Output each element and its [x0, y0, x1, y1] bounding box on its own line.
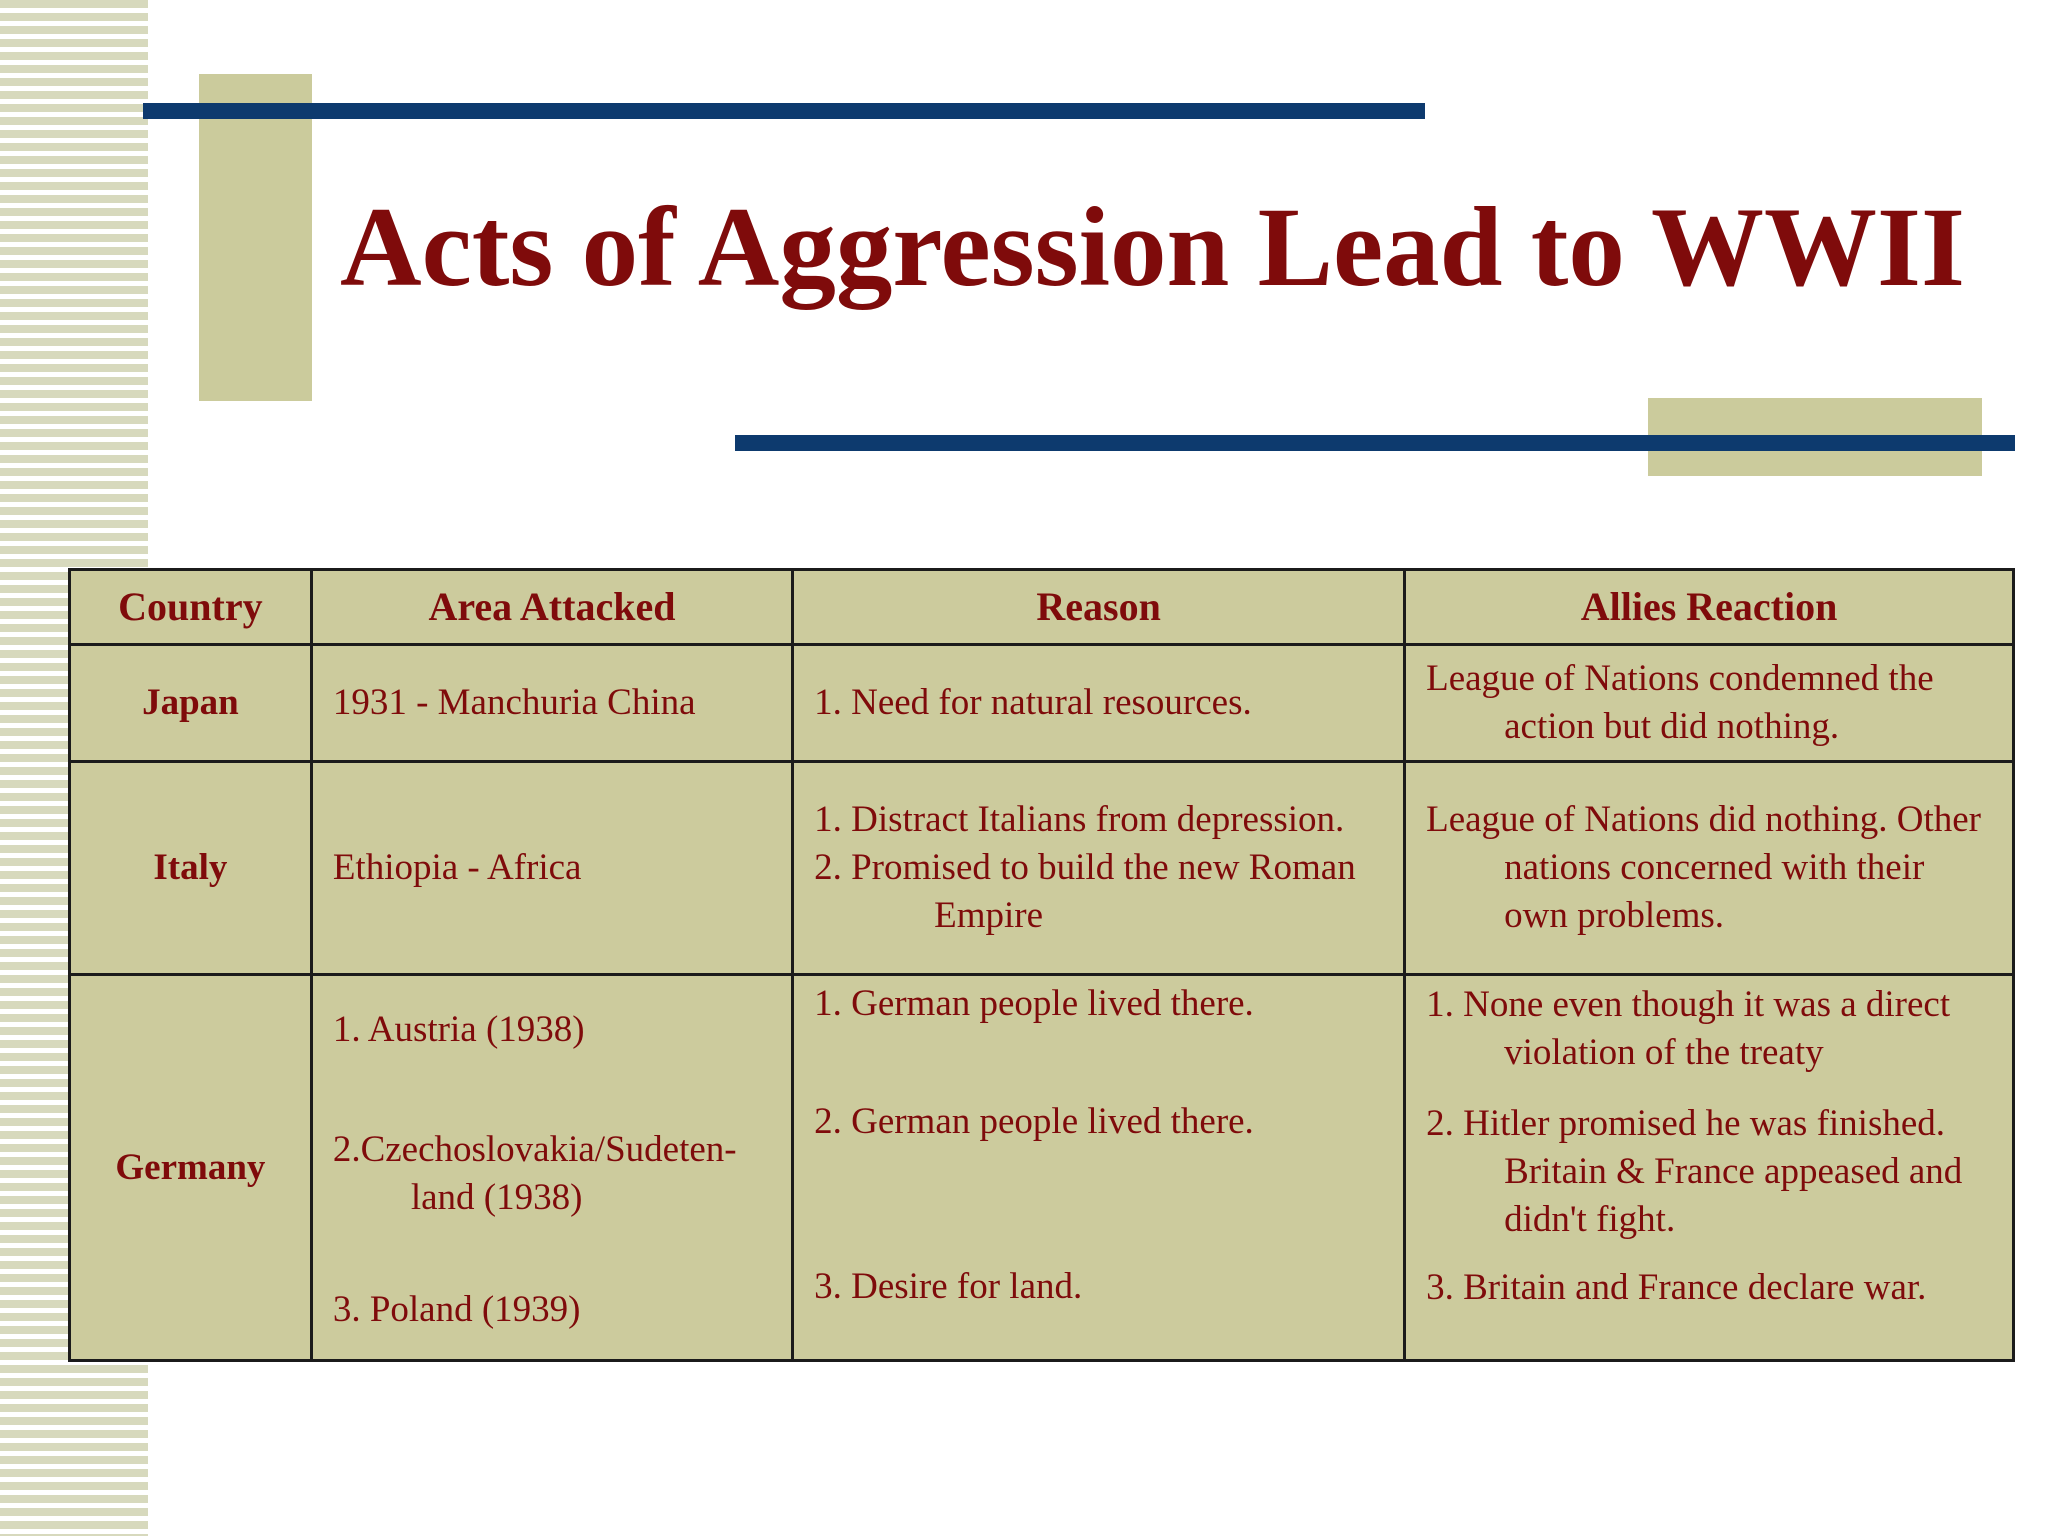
table-row-italy	[70, 762, 2014, 975]
table-row-japan	[70, 645, 2014, 762]
reaction-cell	[1405, 645, 2014, 762]
table-row-germany	[70, 975, 2014, 1361]
area-item: 3. Poland (1939)	[332, 1289, 581, 1330]
area-stack	[333, 976, 771, 1359]
header-allies-reaction: Allies Reaction	[1405, 570, 2014, 645]
area-item: 1. Austria (1938)	[332, 1009, 585, 1050]
reason-stack	[814, 976, 1383, 1359]
reaction-item: 1. None even though it was a direct violation of the treaty	[1426, 984, 1951, 1073]
country-cell: Japan	[70, 645, 312, 762]
reaction-cell	[1405, 762, 2014, 975]
reason-cell	[793, 645, 1405, 762]
header-area-attacked: Area Attacked	[311, 570, 792, 645]
reaction-stack	[1426, 976, 1992, 1359]
reason-cell	[793, 762, 1405, 975]
aggression-table	[68, 568, 2015, 1362]
area-item: Ethiopia - Africa	[332, 847, 582, 888]
header-reason: Reason	[793, 570, 1405, 645]
accent-block-top	[199, 74, 312, 401]
reaction-item: League of Nations did nothing. Other nations concerned with their own problems.	[1426, 799, 1981, 936]
country-cell: Italy	[70, 762, 312, 975]
slide-title: Acts of Aggression Lead to WWII	[340, 185, 1965, 310]
reaction-item: League of Nations condemned the action but did nothing.	[1426, 658, 1934, 747]
reason-item: 1. Need for natural resources.	[814, 682, 1252, 723]
title-rule-bottom	[735, 435, 2015, 451]
reason-item: 1. Distract Italians from depression.	[814, 799, 1345, 840]
country-cell: Germany	[70, 975, 312, 1361]
reason-item: 3. Desire for land.	[814, 1266, 1083, 1307]
reason-item: 2. Promised to build the new Roman Empire	[814, 847, 1356, 936]
reaction-item: 2. Hitler promised he was finished. Britain & France appeased and didn't fight.	[1426, 1103, 1963, 1240]
title-rule-top	[143, 103, 1425, 119]
area-cell	[311, 762, 792, 975]
reason-cell	[793, 975, 1405, 1361]
table-header-row	[70, 570, 2014, 645]
area-item: 1931 - Manchuria China	[332, 682, 696, 723]
reason-item: 2. German people lived there.	[814, 1101, 1254, 1142]
reason-item: 1. German people lived there.	[814, 983, 1254, 1024]
area-cell	[311, 645, 792, 762]
header-country: Country	[70, 570, 312, 645]
area-cell	[311, 975, 792, 1361]
area-item: 2.Czechoslovakia/Sudeten-land (1938)	[332, 1129, 737, 1218]
reaction-cell	[1405, 975, 2014, 1361]
reaction-item: 3. Britain and France declare war.	[1426, 1267, 1927, 1308]
